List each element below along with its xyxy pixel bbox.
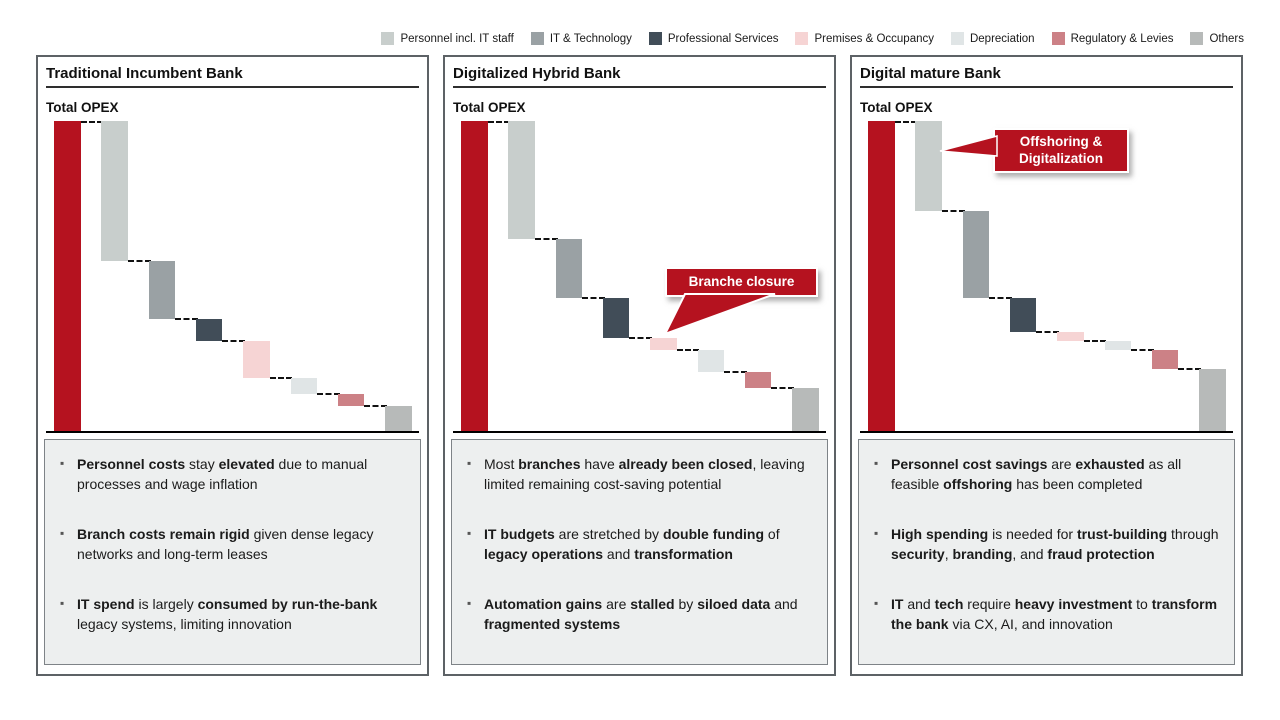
legend-label: Personnel incl. IT staff [400, 32, 514, 45]
legend-label: Depreciation [969, 32, 1035, 45]
note-bullet: ▪ Most branches have already been closed, leaving limited remaining cost-saving potential [462, 454, 815, 494]
waterfall-bar-6 [792, 388, 819, 431]
legend-item [381, 32, 513, 45]
note-bullet: ▪ Branch costs remain rigid given dense legacy networks and long-term leases [55, 524, 408, 564]
legend-item [951, 32, 1035, 45]
total-opex-label: Total OPEX [860, 100, 933, 115]
waterfall-connector [128, 260, 151, 262]
waterfall-connector [989, 297, 1012, 299]
note-bullet: ▪ High spending is needed for trust-building through security, branding, and fraud protection [869, 524, 1222, 564]
legend-item [649, 32, 779, 45]
waterfall-connector [364, 405, 387, 407]
panels-row [36, 55, 1280, 676]
legend-swatch-icon [795, 32, 808, 45]
waterfall-bar-5 [1152, 350, 1179, 369]
waterfall-bar-2 [603, 298, 630, 338]
waterfall-bar-1 [963, 211, 990, 298]
waterfall-connector [629, 337, 652, 339]
waterfall-bar-6 [1199, 369, 1226, 431]
notes-list [462, 454, 815, 634]
total-opex-bar [54, 121, 81, 431]
callout-tail-icon [939, 135, 997, 161]
waterfall-bar-4 [1105, 341, 1132, 350]
waterfall-bar-2 [1010, 298, 1037, 332]
legend [36, 31, 1244, 46]
waterfall-connector [1178, 368, 1201, 370]
panel-digital-mature-bank [850, 55, 1243, 676]
callout-text: Branche closure [688, 274, 795, 289]
legend-item [1190, 32, 1244, 45]
waterfall-connector [81, 121, 104, 123]
waterfall-connector [488, 121, 511, 123]
waterfall-connector [895, 121, 918, 123]
waterfall-bar-3 [1057, 332, 1084, 341]
waterfall-bar-6 [385, 406, 412, 431]
waterfall-bar-4 [291, 378, 318, 394]
waterfall-bar-0 [508, 121, 535, 239]
total-opex-label: Total OPEX [453, 100, 526, 115]
waterfall-bar-1 [556, 239, 583, 298]
callout-text: Offshoring & Digitalization [1019, 134, 1103, 166]
notes-box [44, 439, 421, 665]
waterfall-connector [724, 371, 747, 373]
waterfall-connector [677, 349, 700, 351]
waterfall-connector [222, 340, 245, 342]
notes-box [858, 439, 1235, 665]
panel-digitalized-hybrid-bank [443, 55, 836, 676]
panel-traditional-incumbent-bank [36, 55, 429, 676]
total-opex-label: Total OPEX [46, 100, 119, 115]
waterfall-bar-1 [149, 261, 176, 320]
waterfall-connector [535, 238, 558, 240]
total-opex-bar [868, 121, 895, 431]
panel-title: Traditional Incumbent Bank [46, 65, 243, 82]
legend-label: Professional Services [667, 32, 779, 45]
panel-title: Digitalized Hybrid Bank [453, 65, 621, 82]
note-bullet: ▪ IT budgets are stretched by double funding of legacy operations and transformation [462, 524, 815, 564]
waterfall-chart-mature [860, 121, 1233, 433]
waterfall-connector [175, 318, 198, 320]
legend-label: IT & Technology [549, 32, 632, 45]
callout-branche-closure [665, 267, 818, 297]
waterfall-bar-0 [915, 121, 942, 211]
waterfall-bar-2 [196, 319, 223, 341]
legend-swatch-icon [1052, 32, 1065, 45]
note-bullet: ▪ IT and tech require heavy investment to transform the bank via CX, AI, and innovation [869, 594, 1222, 634]
waterfall-bar-3 [650, 338, 677, 350]
legend-item [795, 32, 934, 45]
notes-box [451, 439, 828, 665]
waterfall-bar-3 [243, 341, 270, 378]
waterfall-bar-5 [745, 372, 772, 388]
waterfall-connector [771, 387, 794, 389]
waterfall-connector [1131, 349, 1154, 351]
waterfall-connector [582, 297, 605, 299]
waterfall-bar-0 [101, 121, 128, 261]
legend-label: Premises & Occupancy [814, 32, 934, 45]
callout-tail-icon [663, 294, 775, 336]
legend-label: Others [1209, 32, 1244, 45]
note-bullet: ▪ IT spend is largely consumed by run-the-bank legacy systems, limiting innovation [55, 594, 408, 634]
legend-label: Regulatory & Levies [1070, 32, 1174, 45]
note-bullet: ▪ Personnel costs stay elevated due to manual processes and wage inflation [55, 454, 408, 494]
waterfall-connector [1036, 331, 1059, 333]
waterfall-connector [317, 393, 340, 395]
legend-swatch-icon [531, 32, 544, 45]
notes-list [55, 454, 408, 634]
legend-swatch-icon [649, 32, 662, 45]
waterfall-connector [1084, 340, 1107, 342]
waterfall-chart-hybrid [453, 121, 826, 433]
legend-item [1052, 32, 1174, 45]
panel-title: Digital mature Bank [860, 65, 1001, 82]
legend-swatch-icon [381, 32, 394, 45]
title-rule [46, 86, 419, 88]
waterfall-chart-traditional [46, 121, 419, 433]
legend-swatch-icon [1190, 32, 1203, 45]
title-rule [453, 86, 826, 88]
note-bullet: ▪ Automation gains are stalled by siloed data and fragmented systems [462, 594, 815, 634]
legend-swatch-icon [951, 32, 964, 45]
legend-item [531, 32, 632, 45]
note-bullet: ▪ Personnel cost savings are exhausted as all feasible offshoring has been completed [869, 454, 1222, 494]
waterfall-connector [270, 377, 293, 379]
waterfall-bar-4 [698, 350, 725, 372]
callout-offshoring-digitalization [993, 128, 1129, 173]
total-opex-bar [461, 121, 488, 431]
waterfall-connector [942, 210, 965, 212]
waterfall-bar-5 [338, 394, 365, 406]
notes-list [869, 454, 1222, 634]
title-rule [860, 86, 1233, 88]
